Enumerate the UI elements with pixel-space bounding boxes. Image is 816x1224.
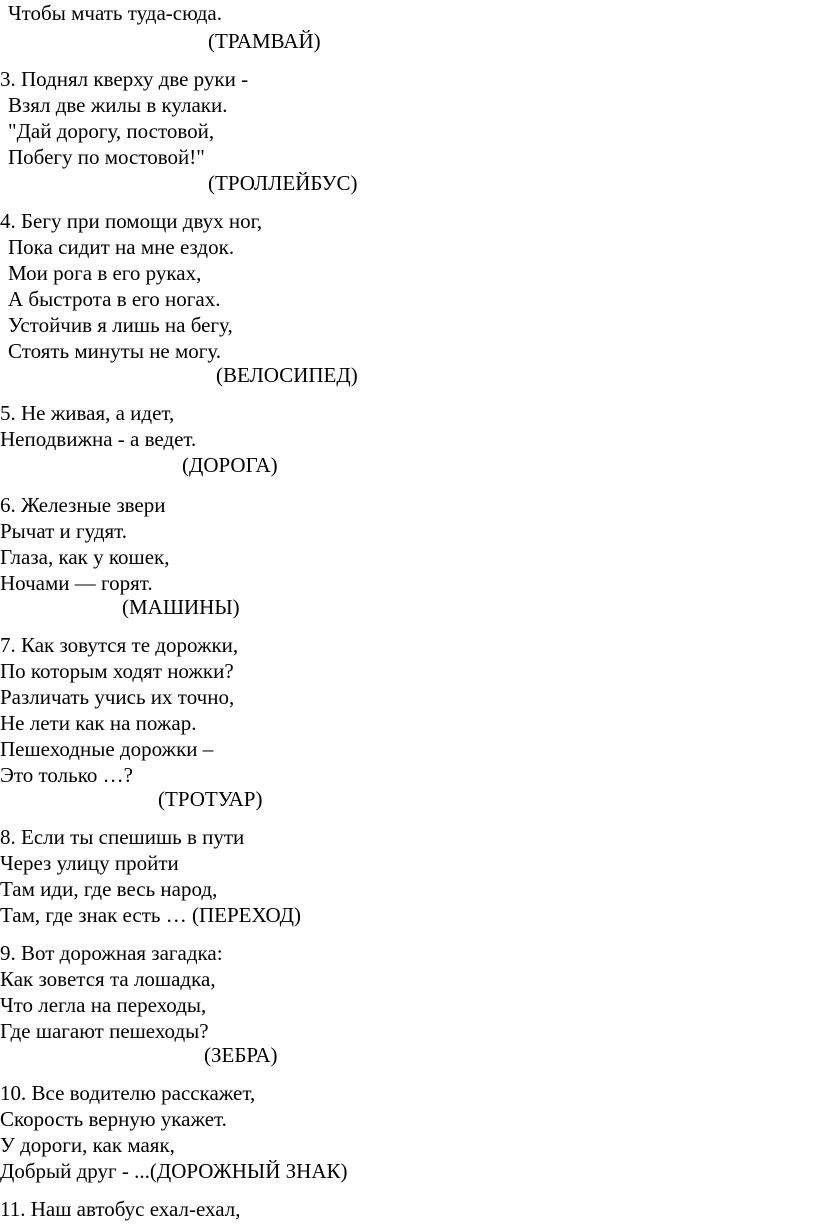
text-line: Мои рога в его руках, (8, 261, 202, 285)
text-line: 5. Не живая, а идет, (0, 401, 175, 425)
answer-line: (ТРАМВАЙ) (208, 29, 321, 53)
text-line: Где шагают пешеходы? (0, 1019, 209, 1043)
text-line: 11. Наш автобус ехал-ехал, (0, 1197, 241, 1221)
text-line: 8. Если ты спешишь в пути (0, 825, 245, 849)
text-line: Различать учись их точно, (0, 685, 235, 709)
answer-line: (ТРОЛЛЕЙБУС) (208, 171, 358, 195)
text-line: 3. Поднял кверху две руки - (0, 67, 249, 91)
text-line: Глаза, как у кошек, (0, 545, 170, 569)
text-line: 7. Как зовутся те дорожки, (0, 633, 239, 657)
text-line: Неподвижна - а ведет. (0, 427, 197, 451)
answer-line: (ДОРОГА) (182, 453, 278, 477)
text-line: Ночами — горят. (0, 571, 153, 595)
text-line: Что легла на переходы, (0, 993, 207, 1017)
text-line: 4. Бегу при помощи двух ног, (0, 209, 263, 233)
answer-line: (ЗЕБРА) (204, 1043, 278, 1067)
text-line: Как зовется та лошадка, (0, 967, 216, 991)
text-line: Взял две жилы в кулаки. (8, 93, 228, 117)
text-line: Побегу по мостовой!" (8, 145, 205, 169)
text-line: Пешеходные дорожки – (0, 737, 214, 761)
text-line: Там иди, где весь народ, (0, 877, 218, 901)
text-line: По которым ходят ножки? (0, 659, 234, 683)
answer-line: (МАШИНЫ) (122, 595, 240, 619)
text-line: Это только …? (0, 763, 133, 787)
text-line: А быстрота в его ногах. (8, 287, 221, 311)
text-line: 10. Все водителю расскажет, (0, 1081, 256, 1105)
text-line: Скорость верную укажет. (0, 1107, 227, 1131)
text-line: Стоять минуты не могу. (8, 339, 222, 363)
text-line: "Дай дорогу, постовой, (8, 119, 215, 143)
answer-line: (ВЕЛОСИПЕД) (216, 363, 358, 387)
text-line: 6. Железные звери (0, 493, 166, 517)
text-line: Рычат и гудят. (0, 519, 128, 543)
text-line: У дороги, как маяк, (0, 1133, 175, 1157)
text-line: Там, где знак есть … (ПЕРЕХОД) (0, 903, 301, 927)
text-line: Устойчив я лишь на бегу, (8, 313, 233, 337)
text-line: Не лети как на пожар. (0, 711, 197, 735)
text-line: Через улицу пройти (0, 851, 179, 875)
text-line: Чтобы мчать туда-сюда. (8, 1, 222, 25)
text-line: Добрый друг - ...(ДОРОЖНЫЙ ЗНАК) (0, 1159, 348, 1183)
answer-line: (ТРОТУАР) (158, 787, 263, 811)
text-line: Пока сидит на мне ездок. (8, 235, 235, 259)
text-line: 9. Вот дорожная загадка: (0, 941, 223, 965)
